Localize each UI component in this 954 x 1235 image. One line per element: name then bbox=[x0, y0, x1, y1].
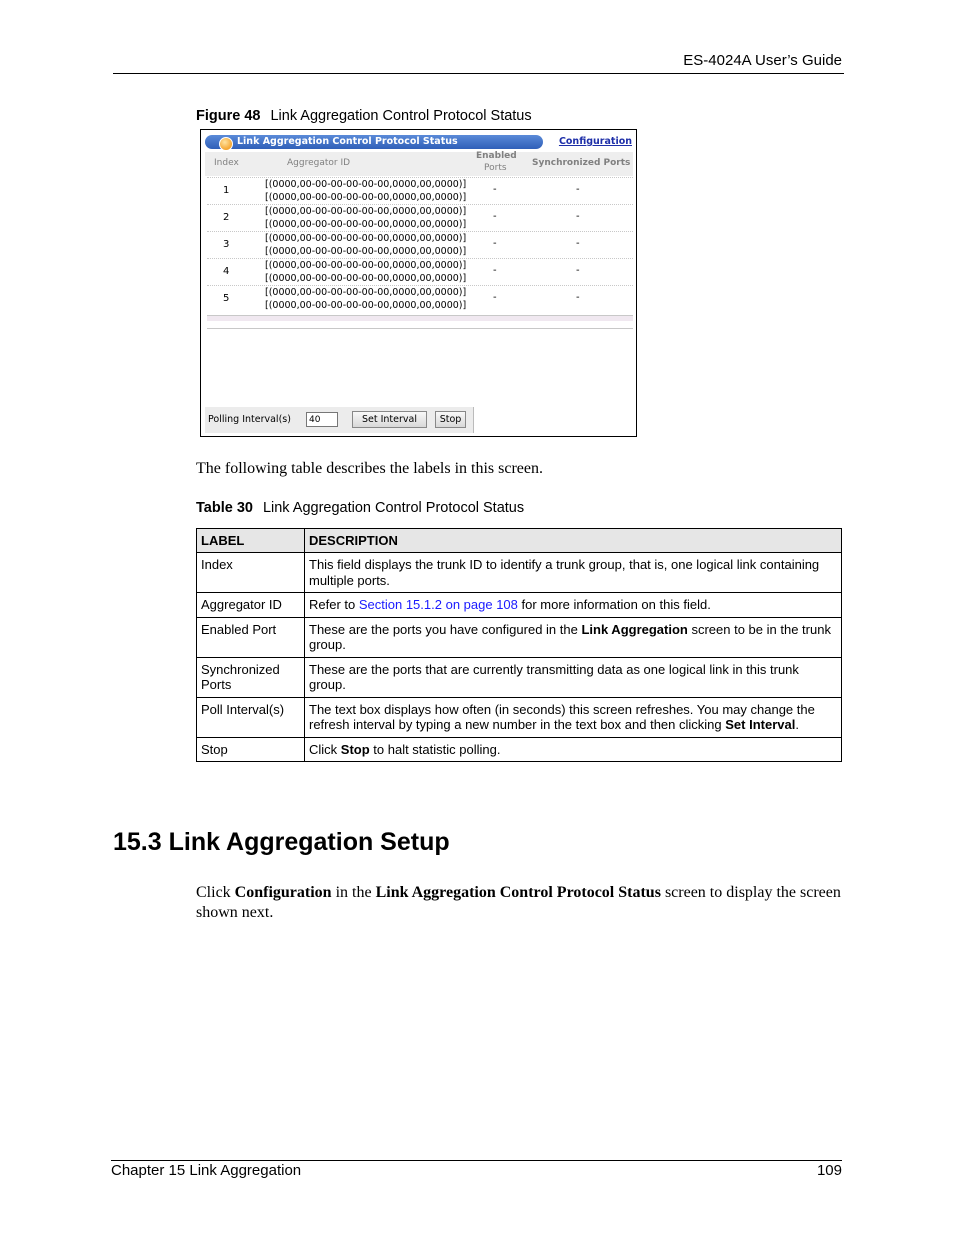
table-footer-band bbox=[207, 315, 633, 321]
table-row bbox=[197, 593, 842, 618]
row-enabled-ports: - bbox=[493, 292, 497, 303]
agg-line: [(0000,00-00-00-00-00-00,0000,00,0000)] bbox=[265, 260, 467, 271]
agg-line: [(0000,00-00-00-00-00-00,0000,00,0000)] bbox=[265, 192, 467, 203]
para-text: Click bbox=[196, 884, 235, 901]
row-description bbox=[305, 697, 842, 737]
table-row bbox=[207, 204, 633, 232]
agg-line: [(0000,00-00-00-00-00-00,0000,00,0000)] bbox=[265, 300, 467, 311]
guide-title: ES-4024A User’s Guide bbox=[683, 52, 842, 69]
table-row bbox=[197, 737, 842, 762]
col-enabled-ports-1: Enabled bbox=[476, 151, 517, 161]
screen-title-bar bbox=[205, 135, 543, 149]
polling-interval-label: Polling Interval(s) bbox=[208, 414, 291, 425]
row-description bbox=[305, 737, 842, 762]
agg-line: [(0000,00-00-00-00-00-00,0000,00,0000)] bbox=[265, 233, 467, 244]
row-aggregator-id bbox=[265, 178, 466, 204]
row-index: 2 bbox=[223, 212, 230, 223]
desc-text: The text box displays how often (in seconds) this screen refreshes. You may change the refresh interval by typing a new number in the text box and then clicking bbox=[309, 701, 815, 732]
table-caption bbox=[196, 500, 524, 516]
agg-line: [(0000,00-00-00-00-00-00,0000,00,0000)] bbox=[265, 219, 467, 230]
row-index: 3 bbox=[223, 239, 230, 250]
para-bold: Link Aggregation Control Protocol Status bbox=[375, 884, 661, 901]
table-row bbox=[207, 258, 633, 286]
page-number: 109 bbox=[816, 1162, 842, 1179]
agg-line: [(0000,00-00-00-00-00-00,0000,00,0000)] bbox=[265, 206, 467, 217]
table-header-row bbox=[197, 529, 842, 553]
stop-button[interactable]: Stop bbox=[435, 411, 466, 428]
figure-label: Figure 48 bbox=[196, 108, 261, 124]
col-aggregator-id: Aggregator ID bbox=[287, 158, 351, 168]
row-aggregator-id bbox=[265, 232, 466, 258]
row-index: 5 bbox=[223, 293, 230, 304]
table-row bbox=[197, 617, 842, 657]
header-description: DESCRIPTION bbox=[305, 529, 842, 553]
row-aggregator-id bbox=[265, 205, 466, 231]
col-index: Index bbox=[214, 158, 239, 168]
row-label: Enabled Port bbox=[197, 617, 305, 657]
row-label: Stop bbox=[197, 737, 305, 762]
row-index: 4 bbox=[223, 266, 230, 277]
table-row bbox=[207, 285, 633, 313]
row-enabled-ports: - bbox=[493, 265, 497, 276]
table-row bbox=[207, 231, 633, 259]
table-caption-text: Link Aggregation Control Protocol Status bbox=[262, 500, 525, 516]
section-paragraph bbox=[196, 883, 842, 923]
col-enabled-ports-2: Ports bbox=[484, 163, 507, 173]
section-title: 15.3 Link Aggregation Setup bbox=[113, 828, 450, 856]
agg-line: [(0000,00-00-00-00-00-00,0000,00,0000)] bbox=[265, 273, 467, 284]
header-rule bbox=[113, 73, 844, 74]
desc-text: to halt statistic polling. bbox=[369, 741, 501, 757]
desc-bold: Set Interval bbox=[725, 717, 796, 732]
footer-chapter: Chapter 15 Link Aggregation bbox=[111, 1162, 302, 1179]
figure-caption-text: Link Aggregation Control Protocol Status bbox=[270, 108, 532, 124]
row-synchronized-ports: - bbox=[576, 211, 580, 222]
desc-text: . bbox=[795, 717, 799, 732]
row-synchronized-ports: - bbox=[576, 292, 580, 303]
table-header bbox=[205, 152, 633, 176]
footer-rule bbox=[111, 1160, 842, 1161]
row-aggregator-id bbox=[265, 259, 466, 285]
agg-line: [(0000,00-00-00-00-00-00,0000,00,0000)] bbox=[265, 246, 467, 257]
set-interval-button[interactable]: Set Interval bbox=[352, 411, 427, 428]
polling-interval-input[interactable] bbox=[306, 412, 338, 427]
agg-line: [(0000,00-00-00-00-00-00,0000,00,0000)] bbox=[265, 179, 467, 190]
row-description: This field displays the trunk ID to identify a trunk group, that is, one logical link containing multiple ports. bbox=[305, 553, 842, 593]
row-label: Poll Interval(s) bbox=[197, 697, 305, 737]
description-table bbox=[196, 528, 842, 762]
row-label: Aggregator ID bbox=[197, 593, 305, 618]
orb-icon bbox=[219, 137, 233, 151]
screen-title: Link Aggregation Control Protocol Status bbox=[237, 136, 458, 147]
table-row bbox=[197, 553, 842, 593]
intro-paragraph: The following table describes the labels in this screen. bbox=[196, 460, 544, 477]
para-text: screen to display the screen shown next. bbox=[196, 884, 841, 921]
row-aggregator-id bbox=[265, 286, 466, 312]
row-description bbox=[305, 617, 842, 657]
desc-text: Refer to bbox=[309, 597, 359, 612]
desc-text: These are the ports you have configured in the bbox=[309, 621, 582, 637]
polling-bar bbox=[205, 407, 474, 433]
row-enabled-ports: - bbox=[493, 238, 497, 249]
desc-text: for more information on this field. bbox=[517, 597, 711, 612]
row-enabled-ports: - bbox=[493, 211, 497, 222]
status-screenshot bbox=[200, 129, 637, 437]
section-xref-link[interactable]: Section 15.1.2 on page 108 bbox=[358, 597, 518, 612]
para-text: in the bbox=[331, 884, 376, 901]
row-enabled-ports: - bbox=[493, 184, 497, 195]
row-label: Synchronized Ports bbox=[197, 657, 305, 697]
table-label: Table 30 bbox=[196, 500, 253, 516]
figure-caption bbox=[196, 108, 532, 124]
table-row bbox=[197, 657, 842, 697]
row-description bbox=[305, 593, 842, 618]
row-index: 1 bbox=[223, 185, 230, 196]
agg-line: [(0000,00-00-00-00-00-00,0000,00,0000)] bbox=[265, 287, 467, 298]
desc-text: Click bbox=[309, 741, 341, 757]
desc-bold: Link Aggregation bbox=[581, 621, 688, 637]
desc-bold: Stop bbox=[340, 741, 370, 757]
row-synchronized-ports: - bbox=[576, 184, 580, 195]
row-description: These are the ports that are currently transmitting data as one logical link in this trunk group. bbox=[305, 657, 842, 697]
table-divider bbox=[207, 328, 633, 329]
table-row bbox=[197, 697, 842, 737]
row-synchronized-ports: - bbox=[576, 238, 580, 249]
desc-text: screen to be in the trunk group. bbox=[309, 621, 831, 652]
header-label: LABEL bbox=[197, 529, 305, 553]
para-bold: Configuration bbox=[234, 884, 332, 901]
row-label: Index bbox=[197, 553, 305, 593]
table-row bbox=[207, 177, 633, 205]
row-synchronized-ports: - bbox=[576, 265, 580, 276]
configuration-link[interactable]: Configuration bbox=[558, 136, 632, 147]
col-synchronized-ports: Synchronized Ports bbox=[532, 158, 631, 168]
